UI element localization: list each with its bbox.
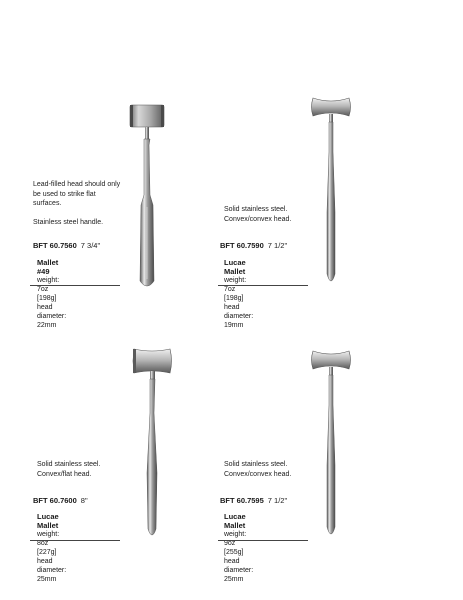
product-info	[37, 258, 66, 330]
product-weight: weight: 8oz [227g]	[37, 531, 60, 556]
product-description	[224, 460, 314, 479]
description-line: Convex/flat head.	[37, 470, 92, 478]
product-description	[33, 180, 125, 227]
product-name: Mallet #49	[37, 258, 59, 276]
product-code: BFT 60.7600	[33, 496, 77, 505]
product-code: BFT 60.7595	[220, 496, 264, 505]
divider-rule	[30, 285, 120, 286]
description-line: Lead-filled head should only be used to strike flat surfaces.	[33, 181, 121, 207]
description-line: Convex/convex head.	[224, 215, 292, 223]
product-size: 7 1/2"	[267, 241, 288, 250]
lucae-mallet-convex-flat-illustration	[120, 343, 190, 543]
product-head-diameter: head diameter: 25mm	[224, 558, 254, 583]
product-name: Lucae Mallet	[37, 512, 59, 530]
product-code: BFT 60.7560	[33, 241, 77, 250]
product-code-line	[33, 241, 100, 250]
product-description	[37, 460, 127, 479]
product-size: 7 1/2"	[267, 496, 288, 505]
description-line: Solid stainless steel.	[224, 206, 288, 213]
lucae-mallet-convex-illustration	[305, 92, 365, 292]
product-info	[224, 258, 253, 330]
product-name: Lucae Mallet	[224, 258, 246, 276]
lucae-mallet-convex-illustration	[305, 345, 365, 545]
product-info	[224, 512, 253, 584]
description-line: Solid stainless steel.	[37, 461, 101, 468]
description-line: Stainless steel handle.	[33, 218, 104, 226]
product-weight: weight: 7oz [198g]	[37, 277, 60, 302]
description-line: Convex/convex head.	[224, 470, 292, 478]
product-description	[224, 205, 314, 224]
product-size: 7 3/4"	[80, 241, 101, 250]
product-size: 8"	[80, 496, 88, 505]
product-head-diameter: head diameter: 19mm	[224, 304, 254, 329]
divider-rule	[218, 285, 308, 286]
product-weight: weight: 9oz [255g]	[224, 531, 247, 556]
mallet-49-illustration	[116, 95, 176, 295]
product-head-diameter: head diameter: 25mm	[37, 558, 67, 583]
product-code-line	[220, 241, 287, 250]
product-code-line	[33, 496, 88, 505]
product-info	[37, 512, 66, 584]
divider-rule	[218, 540, 308, 541]
product-weight: weight: 7oz [198g]	[224, 277, 247, 302]
divider-rule	[30, 540, 120, 541]
product-code: BFT 60.7590	[220, 241, 264, 250]
product-name: Lucae Mallet	[224, 512, 246, 530]
product-code-line	[220, 496, 287, 505]
description-line: Solid stainless steel.	[224, 461, 288, 468]
product-head-diameter: head diameter: 22mm	[37, 304, 67, 329]
